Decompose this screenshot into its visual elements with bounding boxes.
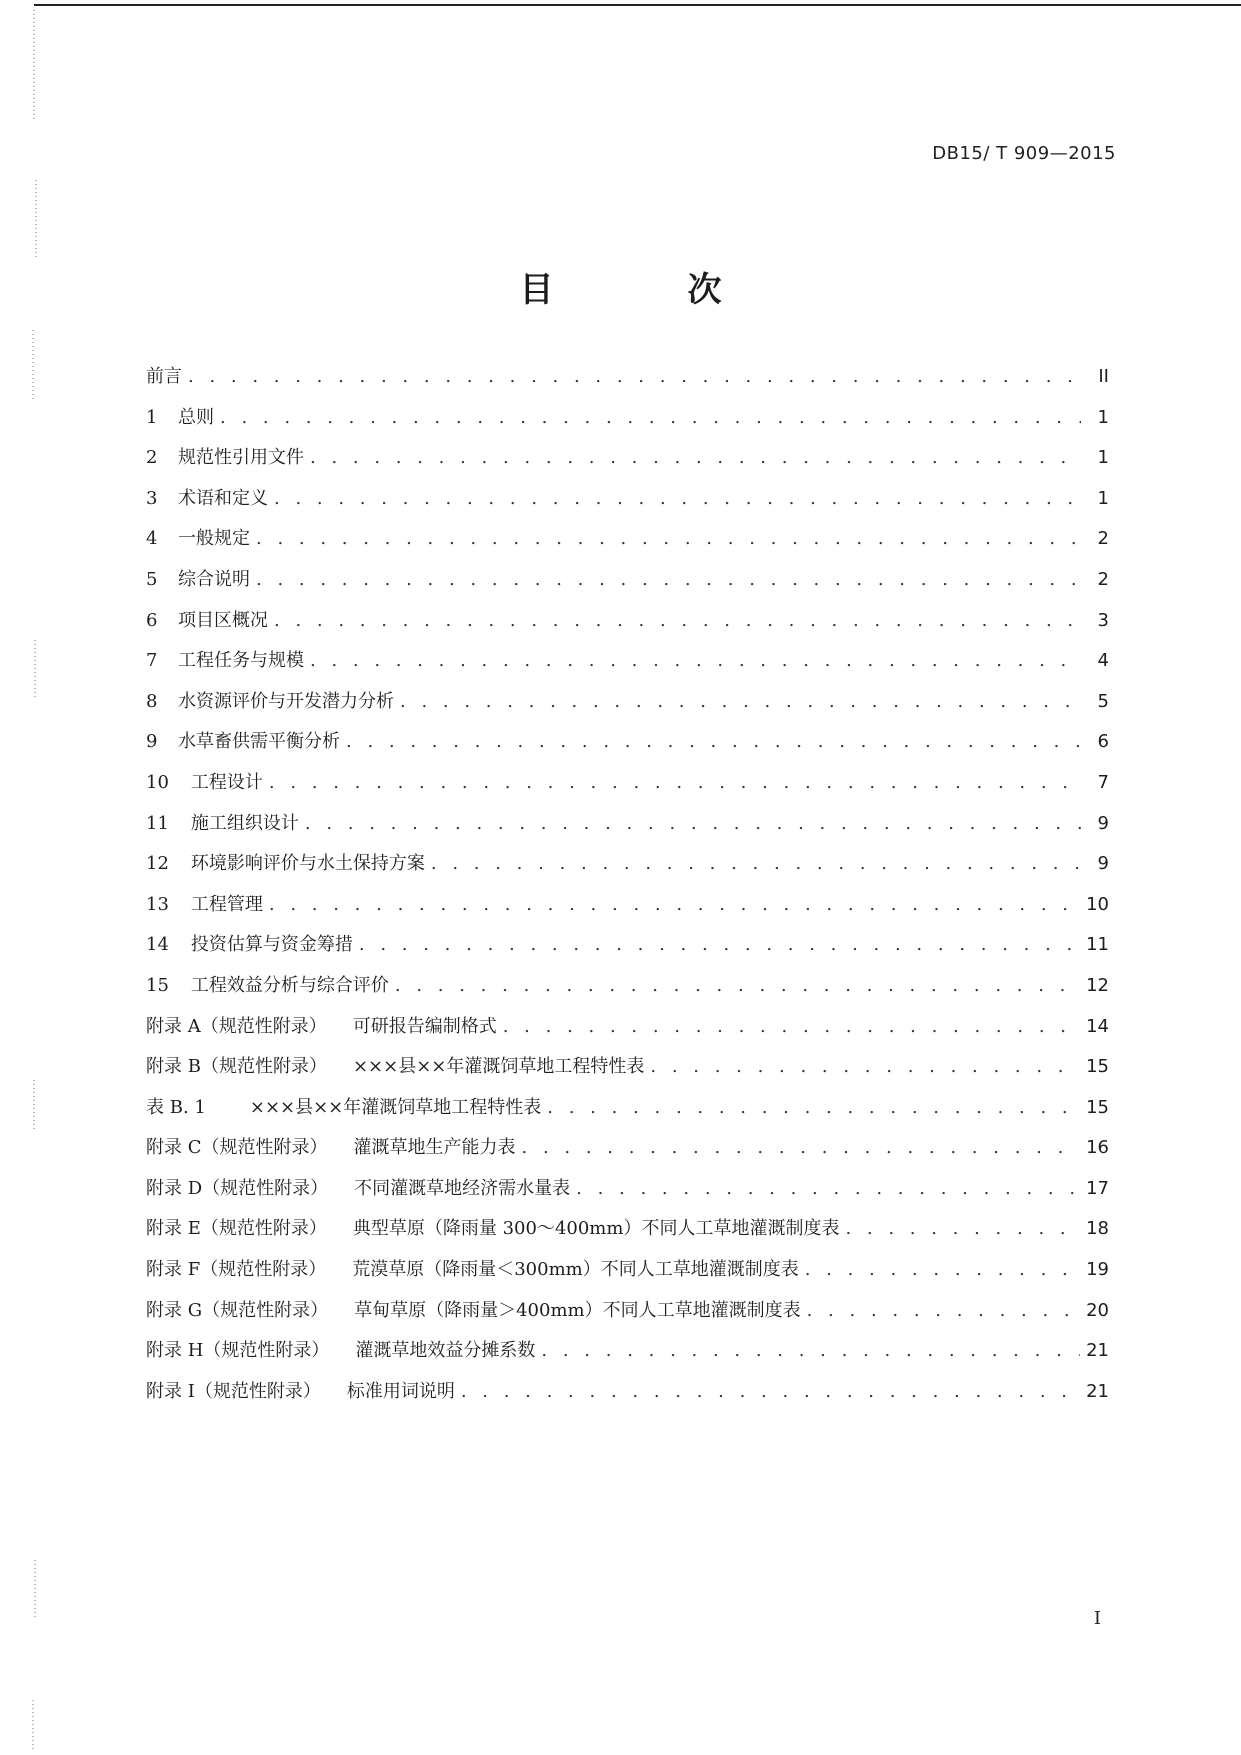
toc-entry-6[interactable]: [146, 606, 1109, 647]
toc-entry-page: 9: [1097, 853, 1109, 875]
toc-entry-label: 工程任务与规模: [178, 650, 304, 672]
toc-entry-appendix-c[interactable]: [146, 1133, 1109, 1174]
toc-entry-14[interactable]: [146, 930, 1109, 971]
toc-entry-page: 2: [1097, 568, 1109, 590]
toc-leader-dots: [256, 528, 1081, 549]
toc-leader-dots: [256, 569, 1081, 590]
toc-entry-prefix: 附录 D（规范性附录）: [146, 1177, 329, 1199]
toc-entry-5[interactable]: [146, 565, 1109, 606]
toc-entry-label: 综合说明: [178, 568, 250, 590]
toc-leader-dots: [274, 488, 1081, 509]
toc-entry-number: 13: [146, 893, 169, 915]
toc-entry-page: 17: [1086, 1177, 1109, 1199]
toc-entry-3[interactable]: [146, 484, 1109, 525]
toc-leader-dots: [431, 853, 1081, 874]
toc-entry-number: 4: [146, 528, 158, 550]
toc-entry-page: 6: [1097, 731, 1109, 753]
toc-entry-label: 标准用词说明: [346, 1380, 455, 1402]
toc-entry-page: 18: [1086, 1218, 1109, 1240]
toc-entry-page: 1: [1097, 487, 1109, 509]
toc-entry-page: 2: [1097, 528, 1109, 550]
toc-leader-dots: [310, 447, 1081, 468]
toc-entry-label: 施工组织设计: [190, 812, 299, 834]
toc-entry-number: 6: [146, 609, 158, 631]
toc-entry-4[interactable]: [146, 524, 1109, 565]
toc-entry-page: 7: [1097, 771, 1109, 793]
toc-entry-table-b1[interactable]: [146, 1093, 1109, 1134]
toc-entry-label: 荒漠草原（降雨量＜300mm）不同人工草地灌溉制度表: [352, 1259, 799, 1281]
toc-leader-dots: [807, 1300, 1080, 1321]
toc-entry-page: 19: [1086, 1259, 1109, 1281]
toc-leader-dots: [576, 1178, 1080, 1199]
toc-entry-label: 灌溉草地效益分摊系数: [355, 1340, 536, 1362]
toc-entry-number: 1: [146, 406, 158, 428]
toc-entry-15[interactable]: [146, 971, 1109, 1012]
toc-entry-appendix-d[interactable]: [146, 1174, 1109, 1215]
toc-entry-page: 20: [1086, 1299, 1109, 1321]
toc-leader-dots: [269, 772, 1081, 793]
document-number: DB15/ T 909—2015: [932, 143, 1116, 164]
toc-entry-number: 5: [146, 568, 158, 590]
toc-entry-label: 一般规定: [178, 528, 250, 550]
toc-leader-dots: [522, 1137, 1081, 1158]
toc-entry-10[interactable]: [146, 768, 1109, 809]
toc-entry-page: 4: [1097, 650, 1109, 672]
toc-leader-dots: [395, 975, 1080, 996]
toc-leader-dots: [547, 1097, 1080, 1118]
toc-entry-prefix: 附录 B（规范性附录）: [146, 1056, 327, 1078]
toc-leader-dots: [269, 894, 1080, 915]
toc-leader-dots: [650, 1056, 1080, 1077]
page-number: I: [1093, 1608, 1101, 1629]
toc-entry-page: 21: [1086, 1380, 1109, 1402]
toc-entry-page: 21: [1086, 1340, 1109, 1362]
toc-entry-label: 工程设计: [190, 771, 263, 793]
toc-entry-11[interactable]: [146, 809, 1109, 850]
toc-entry-number: 11: [146, 812, 169, 834]
toc-entry-page: 16: [1086, 1137, 1109, 1159]
toc-entry-page: 15: [1086, 1056, 1109, 1078]
toc-entry-page: 3: [1097, 609, 1109, 631]
toc-entry-7[interactable]: [146, 646, 1109, 687]
toc-entry-number: 7: [146, 650, 158, 672]
toc-entry-label: 水资源评价与开发潜力分析: [178, 690, 394, 712]
toc-entry-page: 12: [1086, 974, 1109, 996]
toc-entry-appendix-f[interactable]: [146, 1255, 1109, 1296]
toc-entry-prefix: 附录 E（规范性附录）: [146, 1218, 327, 1240]
toc-entry-label: 草甸草原（降雨量＞400mm）不同人工草地灌溉制度表: [354, 1299, 801, 1321]
toc-entry-appendix-b[interactable]: [146, 1052, 1109, 1093]
toc-entry-label: 总则: [178, 406, 214, 428]
toc-entry-label: 可研报告编制格式: [352, 1015, 497, 1037]
toc-entry-page: 1: [1097, 406, 1109, 428]
toc-entry-appendix-g[interactable]: [146, 1296, 1109, 1337]
toc-entry-prefix: 附录 A（规范性附录）: [146, 1015, 327, 1037]
toc-entry-number: 8: [146, 690, 158, 712]
toc-entry-foreword[interactable]: [146, 362, 1109, 403]
toc-entry-1[interactable]: [146, 403, 1109, 444]
toc-entry-label: 不同灌溉草地经济需水量表: [354, 1177, 571, 1199]
toc-list: [146, 362, 1109, 1417]
toc-entry-number: 3: [146, 487, 158, 509]
toc-entry-number: 10: [146, 771, 169, 793]
toc-entry-page: 1: [1097, 447, 1109, 469]
toc-entry-page: 11: [1086, 934, 1109, 956]
toc-entry-prefix: 附录 G（规范性附录）: [146, 1299, 329, 1321]
toc-leader-dots: [346, 731, 1081, 752]
toc-leader-dots: [541, 1340, 1080, 1361]
toc-entry-label: 灌溉草地生产能力表: [353, 1137, 516, 1159]
toc-entry-appendix-e[interactable]: [146, 1214, 1109, 1255]
toc-entry-page: 14: [1086, 1015, 1109, 1037]
toc-leader-dots: [305, 813, 1081, 834]
toc-leader-dots: [274, 610, 1081, 631]
toc-entry-label: 水草畜供需平衡分析: [178, 731, 340, 753]
toc-entry-label: 典型草原（降雨量 300～400mm）不同人工草地灌溉制度表: [352, 1218, 840, 1240]
toc-entry-page: 9: [1097, 812, 1109, 834]
top-border-line: [34, 4, 1241, 6]
toc-leader-dots: [461, 1381, 1080, 1402]
toc-entry-prefix: 附录 F（规范性附录）: [146, 1259, 327, 1281]
toc-entry-prefix: 附录 H（规范性附录）: [146, 1340, 330, 1362]
toc-entry-number: 2: [146, 447, 158, 469]
toc-entry-appendix-a[interactable]: [146, 1012, 1109, 1053]
toc-entry-label: 工程效益分析与综合评价: [190, 974, 389, 996]
toc-entry-12[interactable]: [146, 849, 1109, 890]
toc-entry-label: 规范性引用文件: [178, 447, 304, 469]
toc-entry-label: 前言: [146, 366, 182, 387]
toc-entry-page: 10: [1086, 893, 1109, 915]
toc-entry-prefix: 附录 C（规范性附录）: [146, 1137, 328, 1159]
toc-title: 目 次: [519, 270, 772, 310]
toc-entry-appendix-i[interactable]: [146, 1377, 1109, 1418]
toc-entry-number: 14: [146, 934, 169, 956]
toc-entry-number: 12: [146, 853, 169, 875]
toc-leader-dots: [359, 934, 1080, 955]
toc-entry-page: 15: [1086, 1096, 1109, 1118]
toc-leader-dots: [845, 1218, 1080, 1239]
toc-entry-label: ×××县××年灌溉饲草地工程特性表: [249, 1096, 542, 1118]
toc-entry-appendix-h[interactable]: [146, 1336, 1109, 1377]
toc-entry-9[interactable]: [146, 727, 1109, 768]
toc-entry-label: 投资估算与资金筹措: [190, 934, 353, 956]
toc-entry-number: 15: [146, 974, 169, 996]
toc-leader-dots: [220, 407, 1081, 428]
toc-leader-dots: [188, 366, 1081, 387]
toc-entry-8[interactable]: [146, 687, 1109, 728]
toc-entry-label: ×××县××年灌溉饲草地工程特性表: [352, 1056, 645, 1078]
toc-entry-prefix: 表 B. 1: [146, 1096, 206, 1118]
toc-entry-label: 环境影响评价与水土保持方案: [190, 853, 425, 875]
toc-entry-page: II: [1098, 366, 1109, 387]
toc-leader-dots: [503, 1016, 1080, 1037]
toc-leader-dots: [310, 650, 1081, 671]
toc-leader-dots: [400, 691, 1081, 712]
toc-entry-number: 9: [146, 731, 158, 753]
toc-entry-2[interactable]: [146, 443, 1109, 484]
toc-entry-label: 工程管理: [190, 893, 263, 915]
toc-entry-label: 术语和定义: [178, 487, 268, 509]
toc-entry-label: 项目区概况: [178, 609, 268, 631]
toc-entry-13[interactable]: [146, 890, 1109, 931]
toc-entry-page: 5: [1097, 690, 1109, 712]
toc-leader-dots: [805, 1259, 1080, 1280]
toc-entry-prefix: 附录 I（规范性附录）: [146, 1380, 321, 1402]
